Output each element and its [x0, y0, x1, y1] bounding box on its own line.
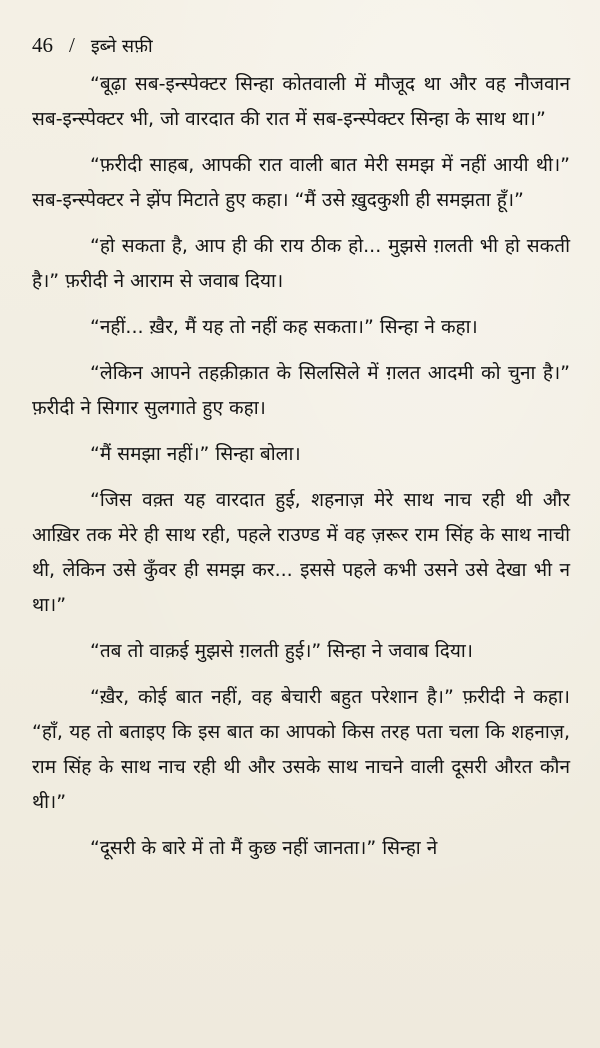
paragraph: “लेकिन आपने तहक़ीक़ात के सिलसिले में ग़लत आदमी को चुना है।” फ़रीदी ने सिगार सुलगाते हुए कहा।	[32, 362, 570, 419]
paragraph: “ख़ैर, कोई बात नहीं, वह बेचारी बहुत परेशान है।” फ़रीदी ने कहा। “हाँ, यह तो बताइए कि इस बात का आपको किस तरह पता चला कि शहनाज़, राम सिंह के साथ नाच रही थी और उसके साथ नाचने वाली दूसरी औरत कौन थी।”	[32, 686, 570, 813]
paragraph: “तब तो वाक़ई मुझसे ग़लती हुई।” सिन्हा ने जवाब दिया।	[90, 640, 473, 662]
author-name: इब्ने सफ़ी	[90, 36, 153, 57]
paragraph: “जिस वक़्त यह वारदात हुई, शहनाज़ मेरे साथ नाच रही थी और आख़िर तक मेरे ही साथ रही, पहले राउण्ड में वह ज़रूर राम सिंह के साथ नाची थी, लेकिन उसे कुँवर ही समझ कर... इससे पहले कभी उसने उसे देखा भी न था।”	[32, 489, 570, 616]
running-header	[32, 30, 153, 60]
page-body	[32, 67, 570, 877]
paragraph: “नहीं... ख़ैर, मैं यह तो नहीं कह सकता।” सिन्हा ने कहा।	[90, 316, 478, 338]
paragraph: “दूसरी के बारे में तो मैं कुछ नहीं जानता।” सिन्हा ने	[90, 837, 438, 859]
paragraph: “मैं समझा नहीं।” सिन्हा बोला।	[90, 443, 301, 465]
paragraph: “हो सकता है, आप ही की राय ठीक हो... मुझसे ग़लती भी हो सकती है।” फ़रीदी ने आराम से जवाब दिया।	[32, 235, 570, 292]
header-separator: /	[69, 33, 75, 57]
page-number: 46	[32, 33, 53, 57]
paragraph: “बूढ़ा सब-इन्स्पेक्टर सिन्हा कोतवाली में मौजूद था और वह नौजवान सब-इन्स्पेक्टर भी, जो वारदात की रात में सब-इन्स्पेक्टर सिन्हा के साथ था।”	[32, 73, 570, 130]
paragraph: “फ़रीदी साहब, आपकी रात वाली बात मेरी समझ में नहीं आयी थी।” सब-इन्स्पेक्टर ने झेंप मिटाते हुए कहा। “मैं उसे ख़ुदकुशी ही समझता हूँ।”	[32, 154, 570, 211]
